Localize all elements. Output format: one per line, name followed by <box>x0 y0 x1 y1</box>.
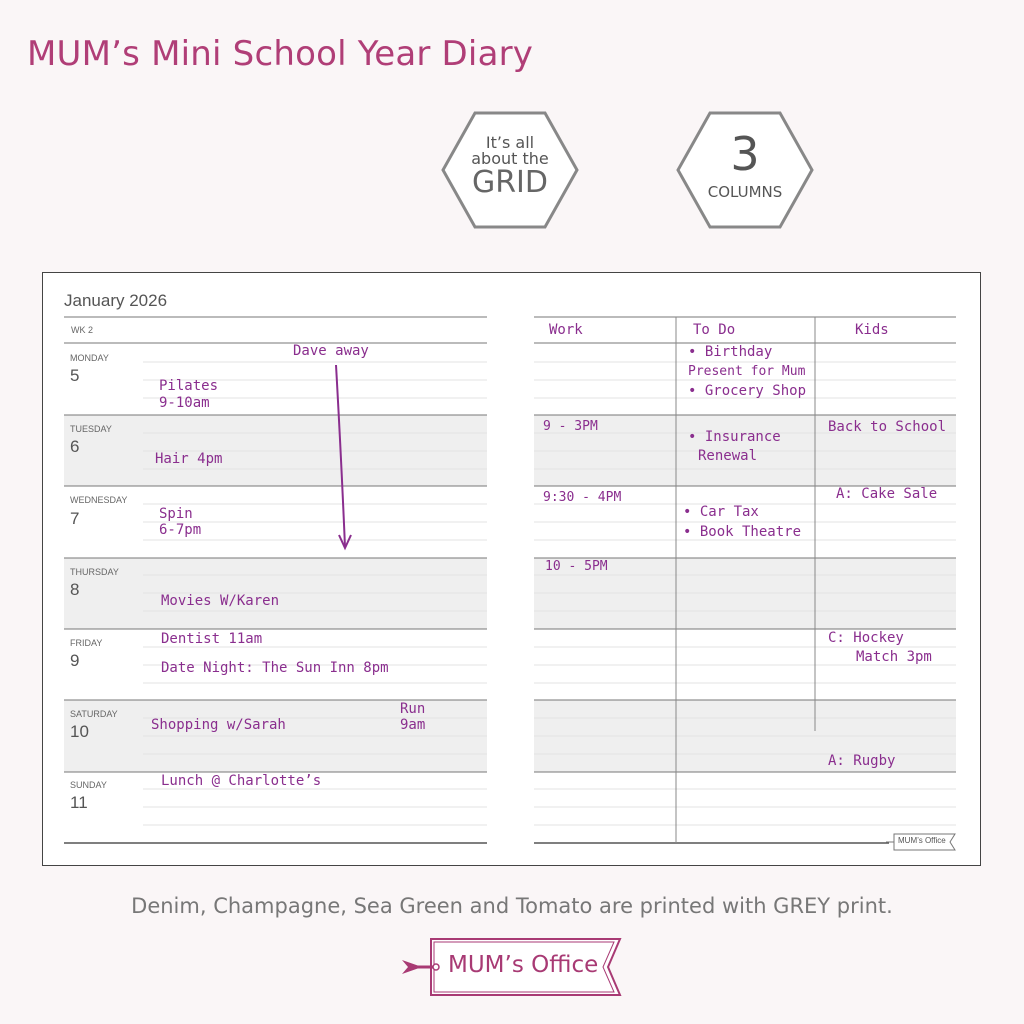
work-tuesday: 9 - 3PM <box>543 419 598 434</box>
kids-back-to-school: Back to School <box>828 419 947 435</box>
day-name: SATURDAY <box>70 709 118 719</box>
grid-badge-line1: It’s all <box>485 133 535 152</box>
todo-car-tax: • Car Tax <box>683 504 759 520</box>
grid-badge <box>441 111 579 229</box>
grid-badge-line3: GRID <box>471 165 549 200</box>
columns-badge <box>676 111 814 229</box>
footnote: Denim, Champagne, Sea Green and Tomato are printed with GREY print. <box>131 894 893 918</box>
note-pilates-time: 9-10am <box>159 395 210 411</box>
column-header-kids: Kids <box>855 322 889 338</box>
day-number: 10 <box>70 722 89 741</box>
brand-logo-text: MUM’s Office <box>448 952 599 978</box>
day-number: 9 <box>70 651 80 670</box>
work-thursday: 10 - 5PM <box>545 559 608 574</box>
column-header-todo: To Do <box>693 322 736 338</box>
day-name: THURSDAY <box>70 567 119 577</box>
todo-renewal: Renewal <box>698 448 758 464</box>
note-spin-time: 6-7pm <box>159 522 202 538</box>
note-movies: Movies W/Karen <box>161 593 280 609</box>
todo-grocery: • Grocery Shop <box>688 383 807 399</box>
todo-present: Present for Mum <box>688 364 806 379</box>
day-number: 7 <box>70 509 80 528</box>
columns-badge-label: COLUMNS <box>707 183 783 201</box>
day-name: MONDAY <box>70 353 109 363</box>
todo-birthday: • Birthday <box>688 344 773 360</box>
kids-cake-sale: A: Cake Sale <box>836 486 938 502</box>
grid-badge-line2: about the <box>471 149 549 168</box>
day-name: FRIDAY <box>70 638 103 648</box>
day-name: SUNDAY <box>70 780 107 790</box>
diary-spread <box>42 272 981 866</box>
note-date-night: Date Night: The Sun Inn 8pm <box>161 660 389 676</box>
columns-badge-number: 3 <box>730 127 760 181</box>
kids-rugby: A: Rugby <box>828 753 896 769</box>
note-lunch: Lunch @ Charlotte’s <box>161 773 322 789</box>
day-number: 11 <box>70 793 88 812</box>
month-label: January 2026 <box>64 291 168 310</box>
work-wednesday: 9:30 - 4PM <box>543 490 622 505</box>
day-number: 8 <box>70 580 80 599</box>
note-dave-away: Dave away <box>293 343 369 359</box>
day-number: 5 <box>70 366 80 385</box>
week-label: WK 2 <box>71 325 94 335</box>
diary-brand-tag <box>886 833 956 851</box>
note-run-time: 9am <box>400 717 426 733</box>
diary-brand-tag-text: MUM’s Office <box>898 836 946 845</box>
note-run: Run <box>400 701 426 717</box>
kids-match: Match 3pm <box>856 649 932 665</box>
column-header-work: Work <box>549 322 583 338</box>
note-spin: Spin <box>159 506 193 522</box>
kids-hockey: C: Hockey <box>828 630 904 646</box>
day-name: WEDNESDAY <box>70 495 128 505</box>
todo-book-theatre: • Book Theatre <box>683 524 802 540</box>
note-dentist: Dentist 11am <box>161 631 263 647</box>
day-number: 6 <box>70 437 80 456</box>
brand-logo <box>398 938 628 996</box>
day-name: TUESDAY <box>70 424 112 434</box>
note-hair: Hair 4pm <box>155 451 223 467</box>
note-pilates: Pilates <box>159 378 219 394</box>
todo-insurance: • Insurance <box>688 429 781 445</box>
note-shopping: Shopping w/Sarah <box>151 717 286 733</box>
page-title: MUM’s Mini School Year Diary <box>27 34 534 74</box>
